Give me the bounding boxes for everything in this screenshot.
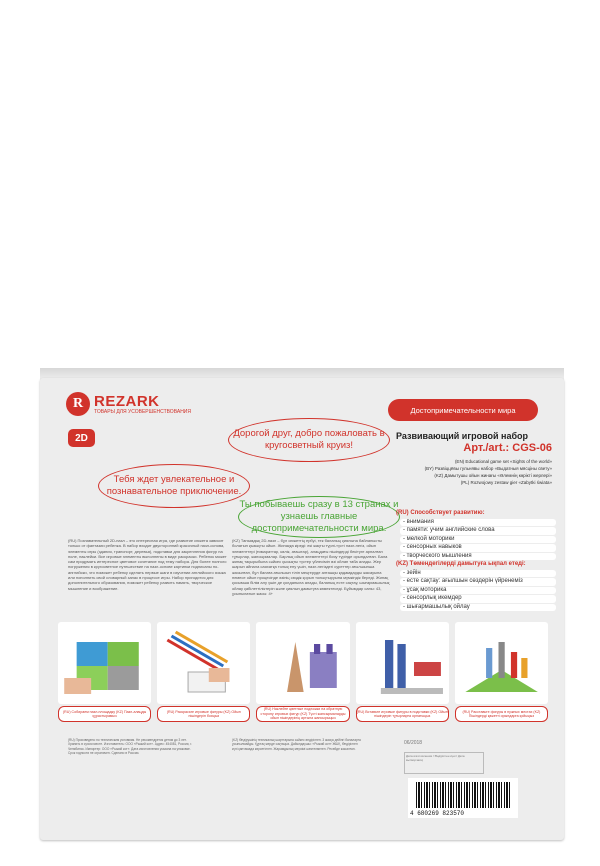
skill-kz-item: - сенсорлық икемдер <box>400 595 556 603</box>
legal-text-kz: (KZ) Өндірушінің техникалық шарттарына сәйкес өндірілген. 3 жасқа дейінгі балаларға ұсынылмайды. Құрғақ жерде сақтаңыз. Дайындаушы: «Рыжий кот» ЖШҚ. Өндірілген күні қаптамада көрсетілген. Жарамдылық мерзімі шектелмеген. Ресейде жасалған. <box>232 738 361 751</box>
description-ru: (RU) Познавательный 2D-пазл – это интересная игра, где развитие сюжета зависит только от фантазии ребенка. В набор входит двусторонний красочный пазл-основа, элементы игры (здания, транспорт, деревья), подставки для закрепления фигур на поле, наклейки. Все игровые элементы выполнены в виде раскраски. Ребенок может сам придумать интересное цветовое сочетание под тему набора. Для более полного погружения в кругосветное путешествие на пазл-основе картинки подписаны по-английски, что поможет ребенку сделать первые шаги в изучении английского языка или пополнить свой словарный запас в процессе игры. Набор пригодится для дополнительного образования, поможет ребенку развить память, творческое мышление и воображение. <box>68 538 227 591</box>
photo-stickers <box>256 622 349 704</box>
brand-name: REZARK <box>94 392 160 410</box>
photo-city <box>455 622 548 704</box>
photo-puzzle-mat <box>58 622 151 704</box>
barcode-icon <box>416 782 510 808</box>
bubble-countries: Ты побываешь сразу в 13 странах и узнаешь главные достопримечательности мира. <box>238 496 400 538</box>
description-kz: (KZ) Танымдық 2D-пазл – бұл сюжеттің ербуі, тек баланың қиялына байланысты болатын қызықты ойын. Жинаққа кіреді: екі жақты түрлі-түсті пазл-негіз, ойын элементтері (ғимараттар, көлік, ағаштар), алаңдағы пішіндерді бекітуге арналған тұғырлар, жапсырмалар. Барлық ойын элементтері бояу түрінде орындалған. Бала жинақ тақырыбына сәйкес қызықты түстер үйлесімін өзі ойлап таба алады. Жер шарын айнала саяхатқа толық ену үшін, пазл-негіздегі суреттер ағылшынша жазылған, бұл балаға ағылшын тілін меңгеруде алғашқы қадамдарды жасауына немесе ойын процесінде өзінің сөздік қорын толықтыруына мүмкіндік береді. Жинақ қосымша білім алу үшін де қолданыла алады, баланың есте сақтау, шығармашылық ойлау қабілеттіліктерін және қиялын дамытуға көмектеседі. Бұйымдар саны: 43, ұсынылатын жасы: 4+ <box>232 538 390 596</box>
barcode-number: 4 680269 823570 <box>410 810 465 817</box>
skill-ru-item: - мелкой моторики <box>400 536 556 544</box>
caption-step-4: (RU) Вставьте игровые фигуры в подставки (KZ) Ойын пішіндерін тұғырларға орнатыңыз <box>356 706 449 722</box>
manufacture-date: 06/2018 <box>404 740 423 746</box>
skill-kz-item: - есте сақтау: ағылшын сөздерін үйренеміз <box>400 578 556 586</box>
bubble-adventure: Тебя ждет увлекательное и познавательное приключение. <box>98 464 250 508</box>
caption-step-2: (RU) Раскрасьте игровые фигуры (KZ) Ойын пішіндерін бояңыз <box>157 706 250 722</box>
photo-coloring <box>157 622 250 704</box>
article-number: Арт./art.: CGS-06 <box>463 442 552 454</box>
caption-step-5: (RU) Расставьте фигуры в нужных местах (KZ) Пішіндерді қажетті орындарға қойыңыз <box>455 706 548 722</box>
photo-stands <box>356 622 449 704</box>
translation-pl: (PL) Rozwojowy zestaw gier «Zabytki świata» <box>460 480 552 485</box>
skill-ru-item: - внимания <box>400 519 556 527</box>
caption-step-3: (RU) Наклейте цветные подложки на обратную сторону игровых фигур (KZ) Түсті жапсырмаларды ойын пішіндерінің артына жапсырыңыз <box>256 706 349 722</box>
skill-ru-item: - памяти: учим английские слова <box>400 527 556 535</box>
date-field-box: Дата изготовления / Өндірілген күні / Дата вытворчасці <box>404 752 484 774</box>
translation-kz: (KZ) Дамытушы ойын жинағы «Әлемнің көрікті жерлері» <box>434 473 552 478</box>
title-translations <box>425 458 552 486</box>
skill-ru-item: - сенсорных навыков <box>400 544 556 552</box>
caption-step-1: (RU) Собираем пазл-площадку (KZ) Пазл-алаңды құрастырамыз <box>58 706 151 722</box>
legal-text-ru: (RU) Произведено по техническим условиям. Не рекомендуется детям до 3 лет. Хранить в сухом месте. Изготовитель: ООО «Рыжий кот». Адрес: 454081, Россия, г. Челябинск. Импортер: ООО «Рыжий кот». Дата изготовления указана на упаковке. Срок годности не ограничен. Сделано в России. <box>68 738 192 756</box>
brand-logo <box>66 392 191 416</box>
skill-kz-item: - зейін <box>400 570 556 578</box>
brand-tagline: ТОВАРЫ ДЛЯ УСОВЕРШЕНСТВОВАНИЯ <box>94 408 192 415</box>
translation-en: (EN) Educational game set «Sights of the world» <box>454 459 552 464</box>
barcode-area <box>408 778 518 818</box>
logo-text <box>94 394 191 415</box>
skills-ru-head: (RU) Способствует развитию: <box>396 510 485 516</box>
r-circle-icon: R <box>66 392 90 416</box>
product-subtitle: Развивающий игровой набор <box>396 431 529 441</box>
skills-list <box>396 510 556 612</box>
skills-kz-head: (KZ) Төмендегілерді дамытуға ықпал етеді: <box>396 561 526 567</box>
instruction-photos <box>58 622 548 704</box>
instruction-captions <box>58 706 548 722</box>
translation-by: (BY) Развіццёвы гульнявы набор «Выдатныя мясціны свету» <box>424 466 552 471</box>
bubble-welcome: Дорогой друг, добро пожаловать в кругосветный круиз! <box>228 418 390 462</box>
skill-kz-item: - шығармашылық ойлау <box>400 604 556 612</box>
badge-2d: 2D <box>68 429 95 447</box>
skill-kz-item: - ұсақ моторика <box>400 587 556 595</box>
product-title-pill: Достопримечательности мира <box>388 399 538 421</box>
skill-ru-item: - творческого мышления <box>400 553 556 561</box>
